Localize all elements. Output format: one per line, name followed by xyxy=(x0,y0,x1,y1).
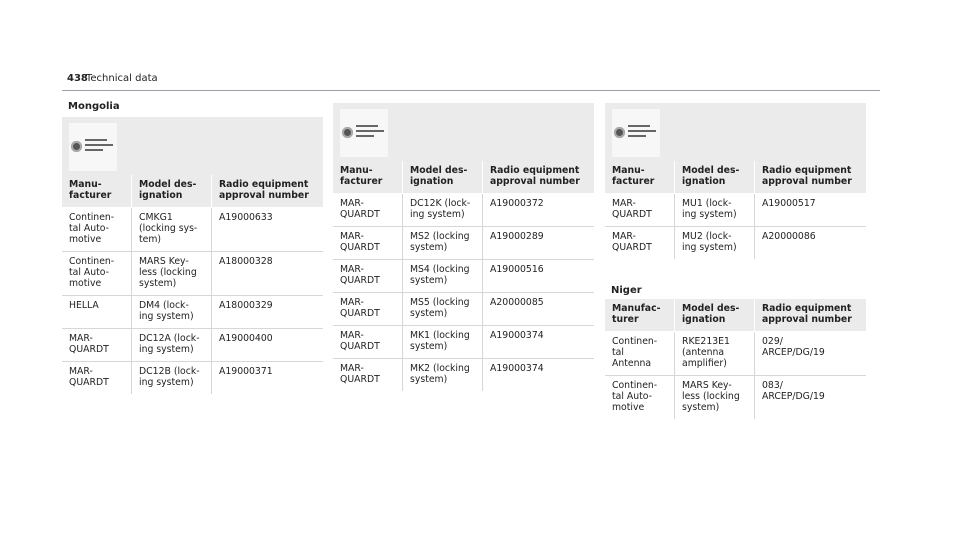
table-row xyxy=(62,329,323,362)
mongolia-table-1 xyxy=(62,117,323,394)
cell-approval: 083/ ARCEP/DG/19 xyxy=(755,376,867,420)
cell-model: CMKG1 (locking sys- tem) xyxy=(132,208,212,252)
column-header-manufacturer: Manu- facturer xyxy=(605,161,675,194)
cell-model: MU2 (lock- ing system) xyxy=(675,227,755,260)
cell-approval: A19000633 xyxy=(212,208,324,252)
column-header-manufacturer: Manu- facturer xyxy=(62,175,132,208)
column-header-model: Model des- ignation xyxy=(675,299,755,332)
cell-manufacturer: MAR- QUARDT xyxy=(333,260,403,293)
page-number: 438 xyxy=(67,73,88,84)
page-header-title: Technical data xyxy=(86,73,158,84)
cell-approval: A19000372 xyxy=(483,194,595,227)
cell-manufacturer: Continen- tal Auto- motive xyxy=(62,252,132,296)
table-row xyxy=(62,208,323,252)
column-header-approval: Radio equipment approval number xyxy=(483,161,595,194)
cell-manufacturer: MAR- QUARDT xyxy=(333,293,403,326)
cell-manufacturer: MAR- QUARDT xyxy=(69,366,109,388)
table-row xyxy=(333,326,594,359)
section-title-niger: Niger xyxy=(611,285,642,296)
cell-approval: A18000329 xyxy=(212,296,324,329)
column-header-approval: Radio equipment approval number xyxy=(755,299,867,332)
table-row xyxy=(605,332,866,376)
table-row xyxy=(333,260,594,293)
cell-approval: A19000516 xyxy=(483,260,595,293)
cell-manufacturer: MAR- QUARDT xyxy=(605,194,675,227)
approval-logo-icon xyxy=(340,109,388,157)
column-header-model: Model des- ignation xyxy=(403,161,483,194)
table-row xyxy=(62,252,323,296)
cell-approval: 029/ ARCEP/DG/19 xyxy=(755,332,867,376)
cell-manufacturer: MAR- QUARDT xyxy=(333,326,403,359)
section-title-mongolia: Mongolia xyxy=(68,101,120,112)
cell-model: MU1 (lock- ing system) xyxy=(675,194,755,227)
cell-manufacturer: Continen- tal Antenna xyxy=(605,332,675,376)
cell-model: DM4 (lock- ing system) xyxy=(132,296,212,329)
cell-manufacturer: MAR- QUARDT xyxy=(333,194,403,227)
table-row xyxy=(62,296,323,329)
table-header-row xyxy=(62,175,323,208)
cell-manufacturer: HELLA xyxy=(62,296,132,329)
table-row xyxy=(333,359,594,392)
column-header-approval: Radio equipment approval number xyxy=(212,175,324,208)
cell-approval: A20000086 xyxy=(755,227,867,260)
cell-model: MS2 (locking system) xyxy=(403,227,483,260)
cell-approval: A19000371 xyxy=(212,362,324,395)
cell-model: MS4 (locking system) xyxy=(403,260,483,293)
column-header-approval: Radio equipment approval number xyxy=(755,161,867,194)
cell-approval: A19000289 xyxy=(483,227,595,260)
table-row xyxy=(62,362,323,395)
cell-manufacturer: MAR- QUARDT xyxy=(340,363,380,385)
cell-model: MARS Key- less (locking system) xyxy=(132,252,212,296)
cell-model: RKE213E1 (antenna amplifier) xyxy=(675,332,755,376)
logo-row xyxy=(333,103,594,161)
cell-approval: A19000400 xyxy=(212,329,324,362)
cell-model: DC12K (lock- ing system) xyxy=(403,194,483,227)
column-header-model: Model des- ignation xyxy=(132,175,212,208)
approval-logo-icon xyxy=(612,109,660,157)
column-header-manufacturer: Manufac- turer xyxy=(605,299,675,332)
cell-approval: A19000374 xyxy=(483,326,595,359)
table-row xyxy=(333,293,594,326)
mongolia-table-3 xyxy=(605,103,866,259)
column-header-model: Model des- ignation xyxy=(675,161,755,194)
cell-manufacturer: MAR- QUARDT xyxy=(333,227,403,260)
logo-row xyxy=(605,103,866,161)
cell-model: MK2 (locking system) xyxy=(403,359,483,392)
cell-model: DC12A (lock- ing system) xyxy=(132,329,212,362)
cell-model: MARS Key- less (locking system) xyxy=(675,376,755,420)
cell-manufacturer: Continen- tal Auto- motive xyxy=(612,380,658,413)
table-header-row xyxy=(333,161,594,194)
cell-model: DC12B (lock- ing system) xyxy=(132,362,212,395)
cell-manufacturer: MAR- QUARDT xyxy=(612,231,652,253)
cell-model: MK1 (locking system) xyxy=(403,326,483,359)
approval-logo-icon xyxy=(69,123,117,171)
table-row xyxy=(605,227,866,260)
table-row xyxy=(605,194,866,227)
table-header-row xyxy=(605,299,866,332)
column-header-manufacturer: Manu- facturer xyxy=(333,161,403,194)
mongolia-table-2 xyxy=(333,103,594,391)
cell-approval: A19000374 xyxy=(483,359,595,392)
cell-manufacturer: Continen- tal Auto- motive xyxy=(62,208,132,252)
cell-approval: A20000085 xyxy=(483,293,595,326)
cell-approval: A19000517 xyxy=(755,194,867,227)
table-header-row xyxy=(605,161,866,194)
cell-approval: A18000328 xyxy=(212,252,324,296)
table-row xyxy=(333,194,594,227)
logo-row xyxy=(62,117,323,175)
cell-model: MS5 (locking system) xyxy=(403,293,483,326)
niger-table xyxy=(605,299,866,419)
table-row xyxy=(333,227,594,260)
table-row xyxy=(605,376,866,420)
cell-manufacturer: MAR- QUARDT xyxy=(62,329,132,362)
header-divider xyxy=(62,90,880,91)
